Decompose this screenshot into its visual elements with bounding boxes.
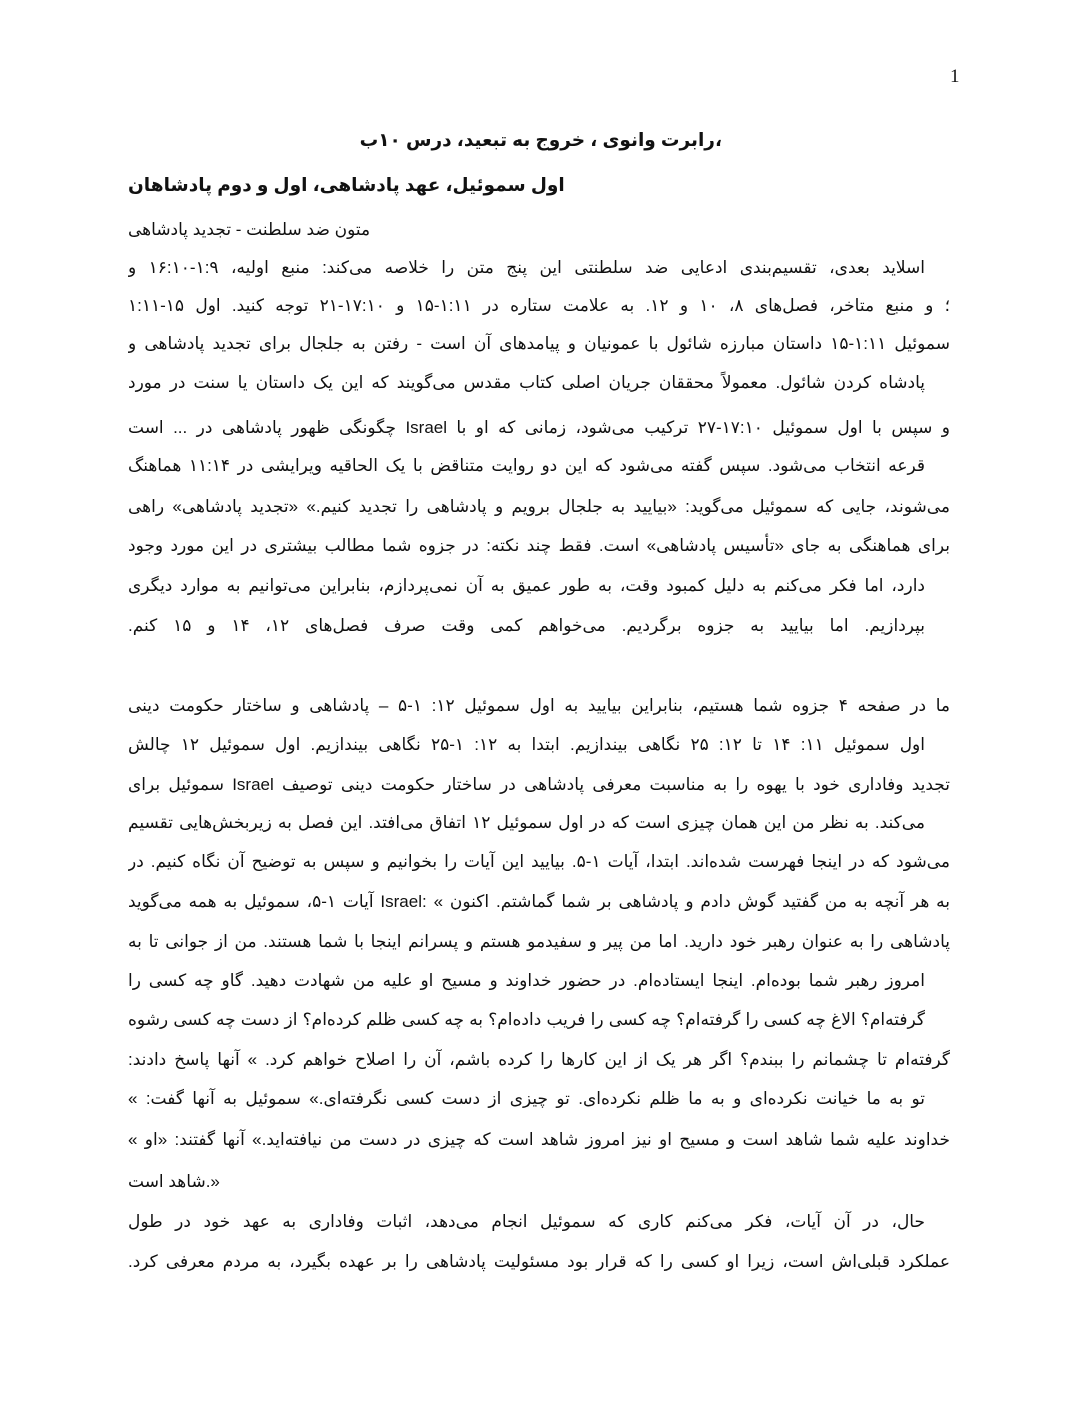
paragraph-2-line: خداوند علیه شما شاهد است و مسیح او نیز امروز شاهد است که چیزی در دست من نیافته‌اید.» آنها گفتند: «او »	[128, 1130, 950, 1149]
paragraph-2-line: امروز رهبر شما بوده‌ام. اینجا ایستاده‌ام. در حضور خداوند و مسیح او علیه من شهادت دهید. گاو چه کسی را	[128, 971, 925, 990]
paragraph-2-line: اول سموئیل ۱۱: ۱۴ تا ۱۲: ۲۵ نگاهی بیندازیم. ابتدا به ۱۲: ۱-۲۵ نگاهی بیندازیم. اول سموئیل ۱۲ چالش	[128, 735, 925, 754]
paragraph-1-line: قرعه انتخاب می‌شود. سپس گفته می‌شود که این دو روایت متناقض با یک الحاقیه ویرایشی در ۱۱:۱۴ هماهنگ	[128, 456, 925, 475]
paragraph-1-line: اسلاید بعدی، تقسیم‌بندی ادعایی ضد سلطنتی این پنج متن را خلاصه می‌کند: منبع اولیه، ۱:۹-۱۶:۱۰ و	[128, 258, 925, 277]
paragraph-3-line: حال، در آن آیات، فکر می‌کنم کاری که سموئیل انجام می‌دهد، اثبات وفاداری به عهد خود در طول	[128, 1212, 925, 1231]
paragraph-2-line: به هر آنچه به من گفتید گوش دادم و پادشاهی بر شما گماشتم. اکنون » :Israel آیات ۱-۵، سموئیل به همه می‌گوید	[128, 892, 950, 911]
paragraph-1-line: ؛ و منبع متاخر، فصل‌های ۸، ۱۰ و ۱۲. به علامت ستاره در ۱:۱۱-۱۵ و ۱۷:۱۰-۲۱ توجه کنید. اول ۱۵-۱:۱۱	[128, 296, 950, 315]
paragraph-3-line: عملکرد قبلی‌اش است، زیرا او کسی را که قرار بود مسئولیت پادشاهی را بر عهده بگیرد، به مردم معرفی کرد.	[128, 1252, 950, 1271]
document-title: ،رابرت وانوی ، خروج به تبعید، درس ۱۰ب	[359, 129, 722, 150]
paragraph-1-line: سموئیل ۱:۱۱-۱۵ داستان مبارزه شائول با عمونیان و پیامدهای آن است - رفتن به جلجال برای تجدید پادشاهی و	[128, 334, 950, 353]
paragraph-2-line: می‌شود که در اینجا فهرست شده‌اند. ابتدا، آیات ۱-۵. بیایید این آیات را بخوانیم و سپس به توضیح آن نگاه کنیم. در	[128, 852, 950, 871]
paragraph-2-line: گرفته‌ام تا چشمانم را ببندم؟ اگر هر یک از این کارها را کرده باشم، آن را اصلاح خواهم کرد. » آنها پاسخ دادند:	[128, 1050, 950, 1069]
paragraph-2-line: تجدید وفاداری خود با یهوه را به مناسبت معرفی پادشاهی در ساختار حکومت دینی توصیف Israel سموئیل برای	[128, 775, 950, 794]
paragraph-1-line: دارد، اما فکر می‌کنم به دلیل کمبود وقت، به طور عمیق به آن نمی‌پردازم، بنابراین می‌توانیم به موارد دیگری	[128, 576, 925, 595]
paragraph-2-line: گرفته‌ام؟ الاغ چه کسی را گرفته‌ام؟ چه کسی را فریب داده‌ام؟ به چه کسی ظلم کرده‌ام؟ از دست چه کسی رشوه	[128, 1010, 925, 1029]
paragraph-1-line: می‌شوند، جایی که سموئیل می‌گوید: «بیایید به جلجال برویم و پادشاهی را تجدید کنیم.» «تجدید پادشاهی» راهی	[128, 497, 950, 516]
paragraph-1-line: و سپس با اول سموئیل ۱۷:۱۰-۲۷ ترکیب می‌شود، زمانی که او با Israel چگونگی ظهور پادشاهی در ... است	[128, 418, 950, 437]
paragraph-2-line: پادشاهی را به عنوان رهبر خود دارید. اما من پیر و سفیدمو هستم و پسرانم اینجا با شما هستند. من از جوانی تا به	[128, 932, 950, 951]
paragraph-1-line: برای هماهنگی به جای «تأسیس پادشاهی» است. فقط چند نکته: در جزوه شما مطالب بیشتری در این مورد وجود	[128, 536, 950, 555]
paragraph-1-line: پادشاه کردن شائول. معمولاً محققان جریان اصلی کتاب مقدس می‌گویند که این یک داستان یا سنت در مورد	[128, 373, 925, 392]
paragraph-2-line: می‌کند. به نظر من این همان چیزی است که در اول سموئیل ۱۲ اتفاق می‌افتد. این فصل به زیربخش‌هایی تقسیم	[128, 813, 925, 832]
document-subtitle: اول سموئیل، عهد پادشاهی، اول و دوم پادشاهان	[128, 174, 565, 195]
paragraph-2-line: ما در صفحه ۴ جزوه شما هستیم، بنابراین بیایید به اول سموئیل ۱۲: ۱-۵ – پادشاهی و ساختار حکومت دینی	[128, 696, 950, 715]
page-number: 1	[950, 66, 960, 87]
paragraph-2-line: «.شاهد است	[128, 1172, 220, 1191]
paragraph-1-line: بپردازیم. اما بیایید به جزوه برگردیم. می‌خواهم کمی وقت صرف فصل‌های ۱۲، ۱۴ و ۱۵ کنم.	[128, 616, 925, 635]
paragraph-2-line: تو به ما خیانت نکرده‌ای و به ما ظلم نکرده‌ای. تو چیزی از دست کسی نگرفته‌ای.» سموئیل به آنها گفت: »	[128, 1089, 925, 1108]
section-heading: متون ضد سلطنت - تجدید پادشاهی	[128, 220, 371, 239]
